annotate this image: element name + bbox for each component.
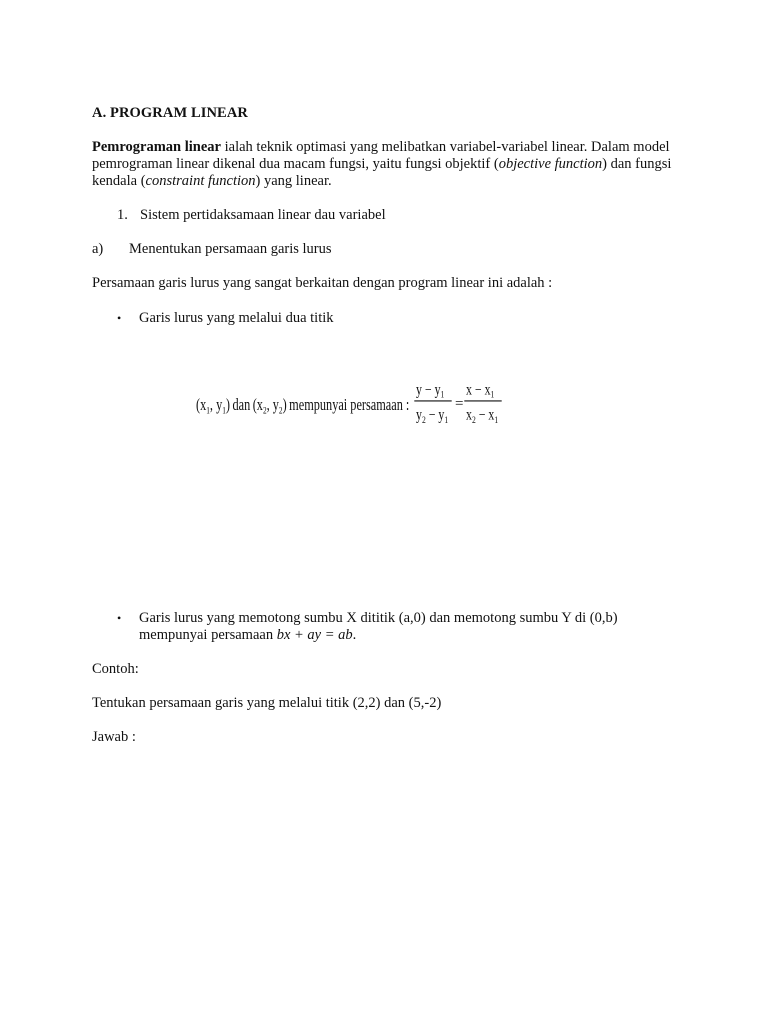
italic-objective-function: objective function — [498, 156, 603, 172]
fraction-right — [464, 381, 501, 425]
paragraph-text-3: ) yang linear. — [255, 173, 332, 189]
example-question: Tentukan persamaan garis yang melalui titik (2,2) dan (5,-2) — [92, 695, 442, 711]
list-number: 1. — [117, 207, 128, 223]
bullet-text-main: Garis lurus yang memotong sumbu X dititik (a,0) dan memotong sumbu Y di (0,b) mempunyai persamaan — [139, 610, 618, 643]
fraction-left — [414, 381, 451, 425]
numbered-list-item — [117, 207, 717, 224]
svg-text:y2 − y1: $y_2 - y_1$ — [416, 406, 449, 426]
section-heading: A. PROGRAM LINEAR — [92, 105, 248, 121]
bullet-text — [139, 610, 679, 644]
list-letter: a) — [92, 241, 104, 257]
bullet-icon: • — [117, 311, 122, 325]
paragraph-text-1: ialah teknik optimasi yang melibatkan variabel-variabel linear. Dalam model pemrograman linear dikenal dua macam fungsi, yaitu fungsi objektif ( — [92, 139, 670, 172]
intro-paragraph — [92, 139, 682, 190]
bullet-icon: • — [117, 611, 122, 625]
lead-sentence: Persamaan garis lurus yang sangat berkaitan dengan program linear ini adalah : — [92, 275, 553, 291]
bullet-text: Garis lurus yang melalui dua titik — [139, 310, 334, 326]
svg-text:(x1, y1)dan(x2, y2)mempunyai p: ($x_1$, $y_1$) dan ($x_2$, $y_2$) mempunyai persamaan : — [196, 396, 410, 416]
italic-constraint-function: constraint function — [145, 173, 256, 189]
list-item-text: Sistem pertidaksamaan linear dau variabel — [140, 207, 386, 223]
list-item-text: Menentukan persamaan garis lurus — [129, 241, 332, 257]
answer-label: Jawab : — [92, 729, 136, 745]
bullet-text-suffix: . — [352, 627, 357, 643]
svg-text:x2 − x1: $x_2 - x_1$ — [466, 406, 499, 426]
svg-text:=: = — [455, 396, 464, 412]
paragraph-text-2: ) dan fungsi kendala ( — [92, 156, 672, 189]
bold-term: Pemrograman linear — [92, 139, 221, 155]
svg-text:y − y1: $y - y_1$ — [416, 380, 445, 400]
lettered-list-item — [92, 241, 692, 258]
formula-left-text — [196, 396, 409, 415]
two-point-line-formula — [196, 380, 506, 436]
svg-text:x − x1: $x - x_1$ — [466, 380, 495, 400]
intercept-equation: bx + ay = ab — [276, 627, 353, 643]
example-label: Contoh: — [92, 661, 139, 677]
